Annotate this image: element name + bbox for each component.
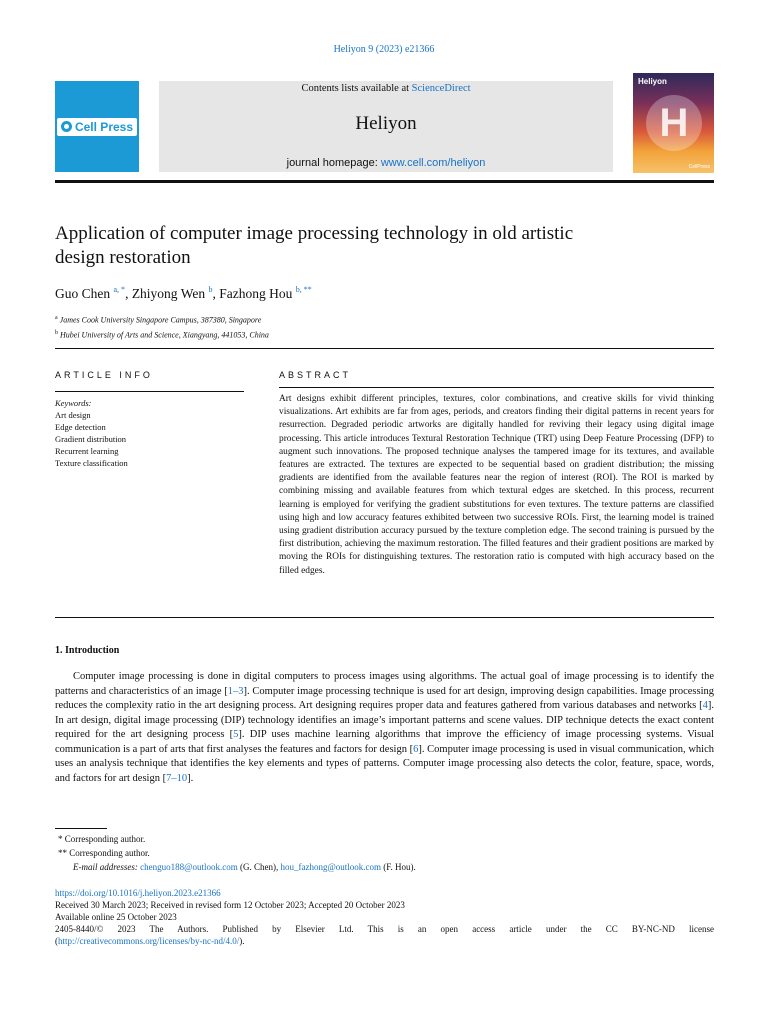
available-online: Available online 25 October 2023 <box>55 912 177 922</box>
keywords-label: Keywords: <box>55 398 92 408</box>
license-url-line: (http://creativecommons.org/licenses/by-nc-nd/4.0/). <box>55 936 245 946</box>
keyword-item: Recurrent learning <box>55 446 119 456</box>
abstract-text: Art designs exhibit different principles, textures, color combinations, and creative skills for vivid thinking visualizations. Art exhibits are far from ages, periods, and creators finding their digital patterns in recent years for resurrection. Degraded periodic artworks are digitally handled for reviving their legacy using digital image processing. This article introduces Textural Restoration Technique (TRT) using Deep Feature Processing (DFP) to augment such innovations. The proposed technique analyses the tampered image for its textures, and available features are extracted. The textures are expected to be sequential based on gradient distribution; the missing gradients are identified from the available features near the region of interest (ROI). The ROI is marked by combining missing and available features from which textural edges are sketched. In this process, recurrent learning is employed for verifying the gradient substitutions for even textures. The texture patterns are classified using high and low accuracy features exhibited between two successive ROIs. First, the learning model is trained using gradient distribution accuracy pursued by the texture completion edge. The second training is pursued by the first distribution, achieving the maximum restoration. The filled features and their gradient positions are marked by moving the ROIs for distinguishing textures. The restoration ratio is computed with high accuracy based on the filled edges. <box>279 394 714 576</box>
citation-link[interactable]: 4 <box>702 700 708 711</box>
email-link-chen[interactable]: chenguo188@outlook.com <box>140 862 238 872</box>
affiliation-item: $^b$ Hubei University of Arts and Science, Xiangyang, 441053, China <box>55 329 269 340</box>
author-affil-mark[interactable]: b <box>208 285 213 294</box>
cell-press-mark-icon <box>61 121 72 132</box>
footnote-emails: E-mail addresses: chenguo188@outlook.com (G. Chen), hou_fazhong@outlook.com (F. Hou). <box>73 862 416 872</box>
journal-citation[interactable]: Heliyon 9 (2023) e21366 <box>333 44 435 55</box>
footnote-divider <box>55 828 107 829</box>
author-affil-mark[interactable]: b, ** <box>295 285 312 294</box>
citation-link[interactable]: 1–3 <box>227 685 244 697</box>
author-affil-mark[interactable]: a, * <box>113 285 126 294</box>
affiliations <box>55 312 269 341</box>
author-name: Fazhong Hou <box>219 286 293 301</box>
footnote-corresponding-1: * Corresponding author. <box>58 834 146 844</box>
license-link[interactable]: http://creativecommons.org/licenses/by-nc-nd/4.0/ <box>58 936 240 946</box>
footnote-corresponding-2: ** Corresponding author. <box>58 848 150 858</box>
cover-title: Heliyon <box>638 77 667 86</box>
citation-link[interactable]: 6 <box>413 743 419 755</box>
cell-press-logo <box>57 118 137 136</box>
email-label: E-mail addresses: <box>73 862 138 872</box>
cell-press-logo-text: Cell Press <box>74 119 134 134</box>
journal-cover-image[interactable] <box>633 73 714 173</box>
abstract-heading: ABSTRACT <box>279 370 352 380</box>
contents-line: Contents lists available at ScienceDirect <box>301 83 471 94</box>
article-title: Application of computer image processing technology in old artistic design restoration <box>55 223 574 268</box>
introduction-heading: 1. Introduction <box>55 645 120 656</box>
keyword-item: Gradient distribution <box>55 434 127 444</box>
author-list: Guo Chen $^{a, *}$, Zhiyong Wen $^b$, Fazhong Hou $^{b, **}$ <box>55 285 312 301</box>
cover-footer: CellPress <box>688 164 710 170</box>
abstract-bottom-divider <box>55 617 714 618</box>
license-text: 2405-8440/© 2023 The Authors. Published by Elsevier Ltd. This is an open access article under the CC BY-NC-ND license <box>55 924 714 934</box>
abstract-rule <box>279 387 714 388</box>
author-name: Zhiyong Wen <box>131 286 206 301</box>
doi-link[interactable]: https://doi.org/10.1016/j.heliyon.2023.e21366 <box>55 888 221 898</box>
publication-info <box>55 887 714 947</box>
section-divider <box>55 348 714 349</box>
citation-link[interactable]: 5 <box>233 729 239 740</box>
footnotes <box>58 832 416 874</box>
author-name: Guo Chen <box>55 286 111 301</box>
sciencedirect-link[interactable]: ScienceDirect <box>411 83 471 94</box>
keyword-item: Art design <box>55 410 91 420</box>
cover-letter: H <box>659 100 689 145</box>
cover-emblem <box>646 95 702 151</box>
keyword-item: Edge detection <box>55 422 106 432</box>
keywords-list <box>55 397 128 469</box>
journal-name: Heliyon <box>355 113 417 134</box>
journal-header-box <box>159 81 613 172</box>
citation-link[interactable]: 7–10 <box>166 772 188 784</box>
article-info-rule <box>55 391 244 392</box>
introduction-paragraph: Computer image processing is done in digital computers to process images using algorithms. The actual goal of image processing is to identify the patterns and characteristics of an image [1–3]. Computer image processing technique is used for art design, improving design capabilities. Image processing reduces the complexity ratio in the art designing process. Art designing requires proper data and features gathered from various databases and networks [4]. In art design, digital image processing (DIP) technology identifies an image’s important patterns and scene values. DIP technique detects the exact content required for the art designing process [5]. DIP uses machine learning algorithms that improve the efficiency of image processing systems. Visual communication is a part of arts that first analyses the features and factors for design [6]. Computer image processing is used in visual communication, which uses an analysis technique that identifies the key elements and types of patterns. Computer image processing also detects the color, feature, space, words, and factors for art design [7–10]. <box>55 671 714 784</box>
keyword-item: Texture classification <box>55 458 128 468</box>
email-link-hou[interactable]: hou_fazhong@outlook.com <box>280 862 381 872</box>
received-dates: Received 30 March 2023; Received in revised form 12 October 2023; Accepted 20 October 2023 <box>55 900 405 910</box>
cell-press-logo-block[interactable] <box>55 81 139 172</box>
article-info-heading: ARTICLE INFO <box>55 370 153 380</box>
homepage-line: journal homepage: www.cell.com/heliyon <box>286 157 486 169</box>
header-divider <box>55 180 714 183</box>
affiliation-item: $^a$ James Cook University Singapore Campus, 387380, Singapore <box>55 315 262 325</box>
journal-homepage-link[interactable]: www.cell.com/heliyon <box>380 157 486 169</box>
